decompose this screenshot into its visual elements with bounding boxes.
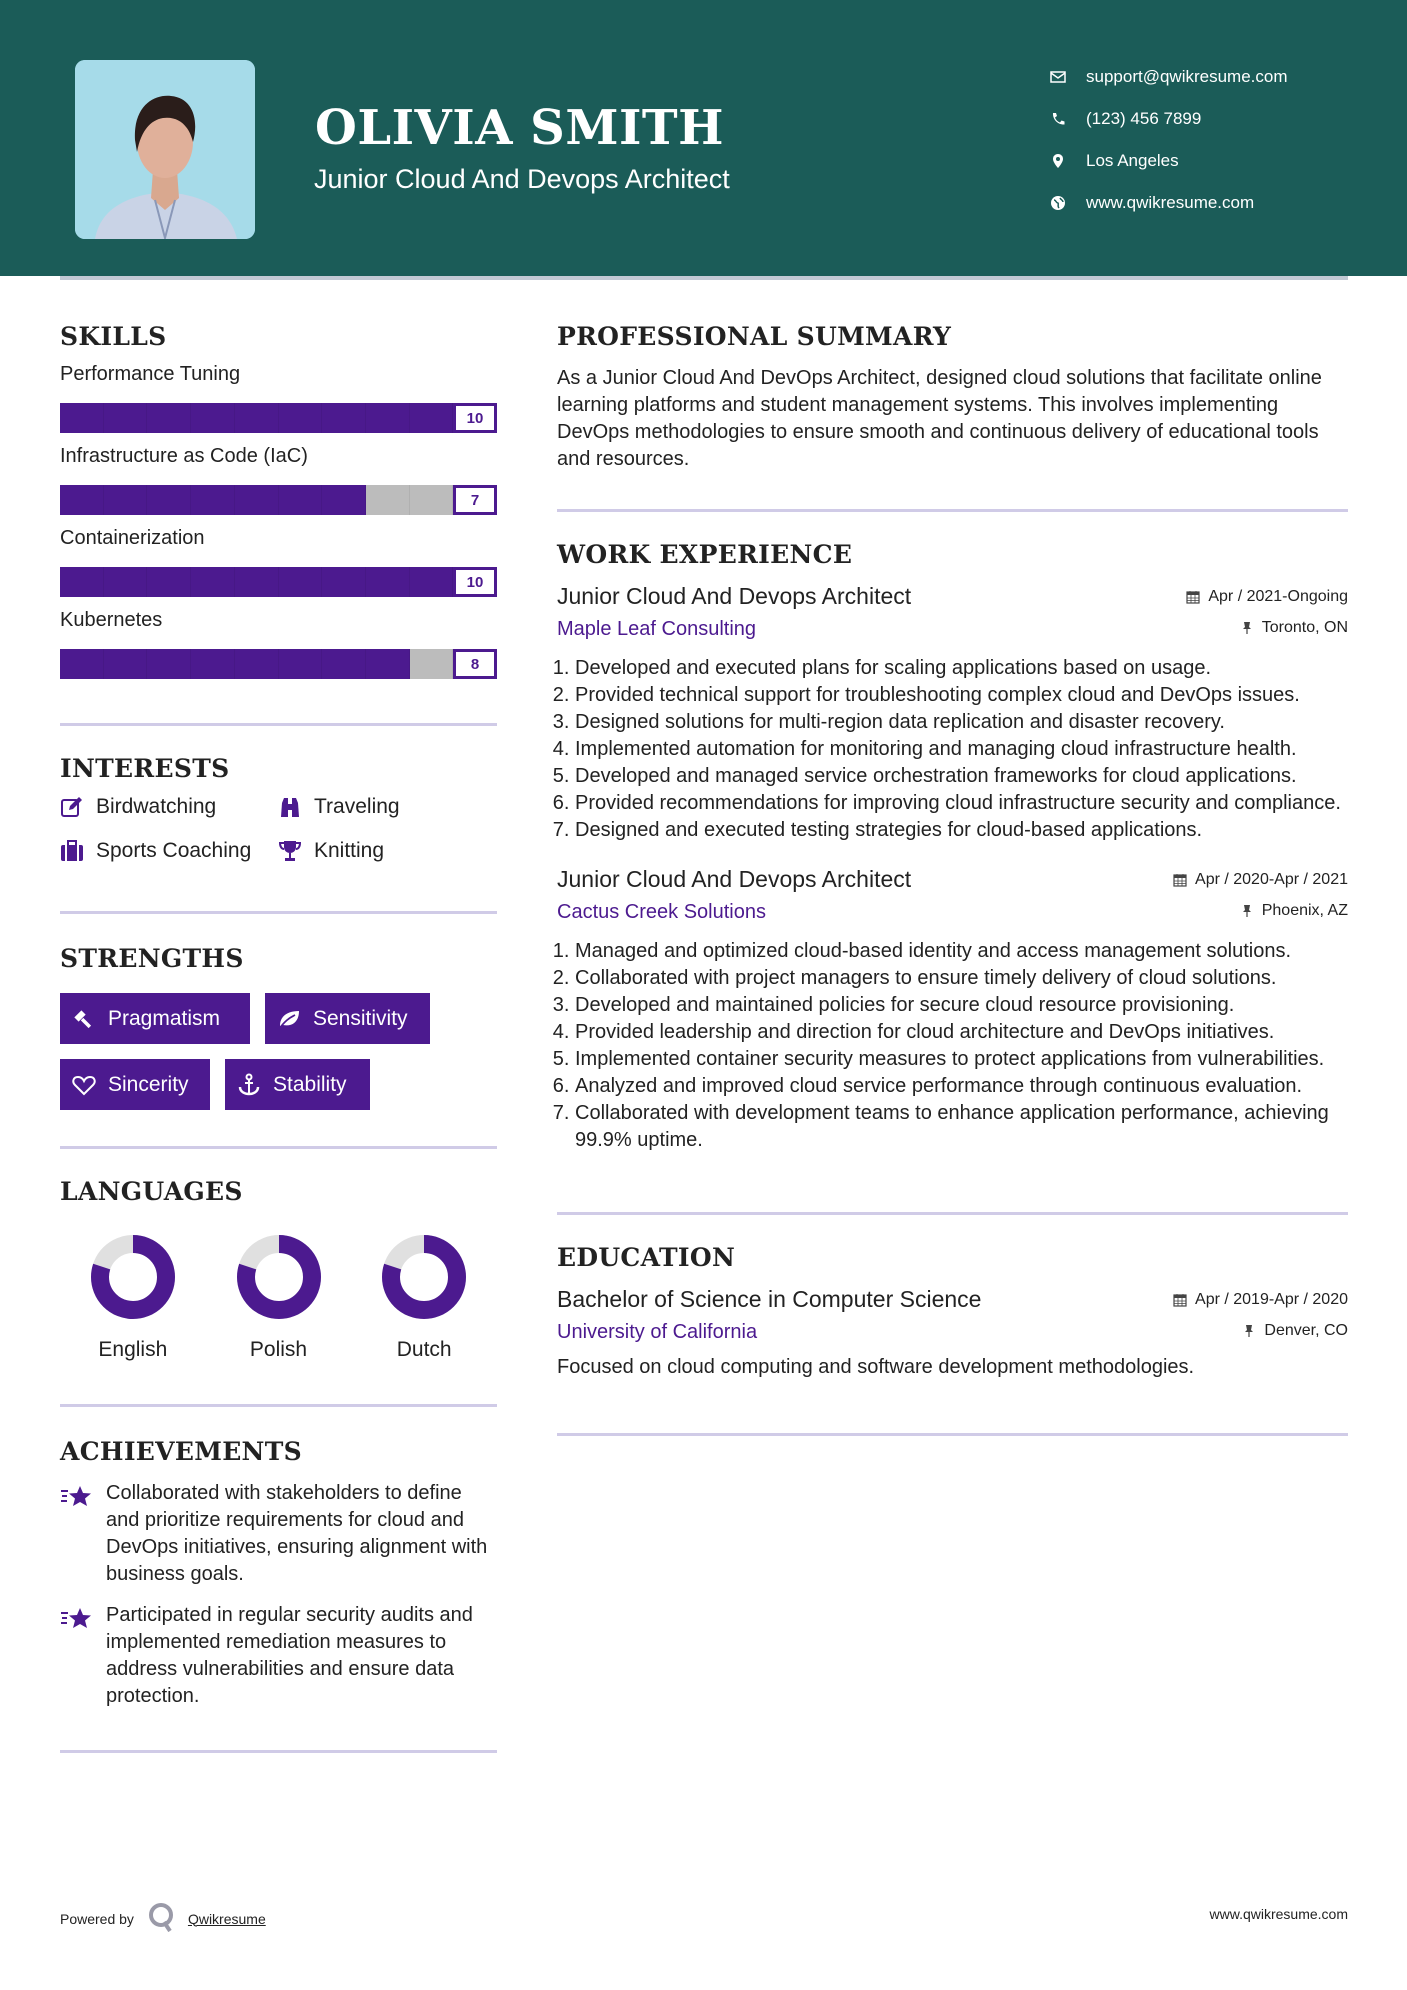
left-column — [60, 322, 497, 1753]
map-marker-icon — [1050, 153, 1086, 169]
skill-bar — [60, 485, 497, 515]
language-item: Polish — [206, 1234, 352, 1362]
phone-icon — [1050, 111, 1086, 127]
heart-icon — [72, 1073, 96, 1097]
language-item: English — [60, 1234, 206, 1362]
profile-photo — [75, 60, 255, 239]
section-divider — [557, 1212, 1348, 1215]
achievement-item: Participated in regular security audits and implemented remediation measures to address vulnerabilities and ensure data protection. — [60, 1602, 497, 1710]
star-icon — [60, 1602, 106, 1710]
contact-website[interactable] — [1050, 182, 1288, 224]
binoculars-icon — [278, 795, 314, 819]
strength-tag: Pragmatism — [60, 993, 250, 1044]
globe-icon — [1050, 195, 1086, 211]
skill-item — [60, 363, 497, 433]
language-donut-chart — [236, 1234, 322, 1320]
degree-title: Bachelor of Science in Computer Science — [557, 1286, 982, 1312]
section-divider — [557, 509, 1348, 512]
skills-heading: SKILLS — [60, 322, 167, 351]
job-duties: 1. Developed and executed plans for scaling applications based on usage. 2. Provided technical support for troubleshooting complex cloud and DevOps issues. 3. Designed solutions for multi-region data replication and disaster recovery. 4. Implemented automation for monitoring and managing cloud infrastructure health. 5. Developed and managed service orchestration frameworks for cloud applications. 6. Provided recommendations for improving cloud infrastructure security and compliance. 7. Designed and executed testing strategies for cloud-based applications. — [557, 655, 1348, 844]
section-divider — [60, 723, 497, 726]
pushpin-icon — [1240, 621, 1254, 635]
edit-icon — [60, 795, 96, 819]
pushpin-icon — [1242, 1324, 1256, 1338]
section-divider — [60, 1404, 497, 1407]
skill-bar — [60, 649, 497, 679]
strengths-heading: STRENGTHS — [60, 944, 244, 973]
resume-header — [0, 0, 1407, 276]
skill-name: Performance Tuning — [60, 363, 241, 385]
skill-bar — [60, 567, 497, 597]
job-dates: Apr / 2020-Apr / 2021 — [1173, 871, 1348, 889]
right-column — [557, 322, 1348, 1436]
contact-phone[interactable] — [1050, 98, 1288, 140]
education-heading: EDUCATION — [557, 1243, 736, 1272]
experience-section — [557, 540, 1348, 1154]
candidate-title: Junior Cloud And Devops Architect — [314, 164, 730, 194]
job-duties: 1. Managed and optimized cloud-based identity and access management solutions. 2. Collaborated with project managers to ensure timely delivery of cloud solutions. 3. Developed and maintained policies for secure cloud resource provisioning. 4. Provided leadership and direction for cloud architecture and DevOps initiatives. 5. Implemented container security measures to protect applications from vulnerabilities. 6. Analyzed and improved cloud service performance through continuous evaluation. 7. Collaborated with development teams to enhance application performance, achieving 99.9% uptime. — [557, 938, 1348, 1154]
briefcase-icon — [60, 839, 96, 863]
contact-location — [1050, 140, 1288, 182]
strength-tag: Sincerity — [60, 1059, 210, 1110]
calendar-icon — [1173, 873, 1187, 887]
skill-rating: 8 — [453, 649, 497, 679]
skill-name: Kubernetes — [60, 609, 163, 631]
contact-phone-text: (123) 456 7899 — [1086, 109, 1202, 128]
candidate-name: OLIVIA SMITH — [315, 100, 724, 156]
skill-rating: 10 — [453, 567, 497, 597]
education-dates: Apr / 2019-Apr / 2020 — [1173, 1291, 1348, 1309]
section-divider — [557, 1433, 1348, 1436]
education-section — [557, 1243, 1348, 1381]
summary-text: As a Junior Cloud And DevOps Architect, designed cloud solutions that facilitate online learning platforms and student management systems. This involves implementing DevOps methodologies to ensure smooth and continuous delivery of educational tools and resources. — [557, 367, 1322, 470]
interests-section — [60, 754, 497, 863]
calendar-icon — [1173, 1293, 1187, 1307]
footer-website-link[interactable]: www.qwikresume.com — [1209, 1906, 1348, 1922]
education-description: Focused on cloud computing and software development methodologies. — [557, 1356, 1195, 1378]
pushpin-icon — [1240, 904, 1254, 918]
star-icon — [60, 1480, 106, 1588]
contact-list — [1050, 56, 1288, 224]
job-dates: Apr / 2021-Ongoing — [1186, 588, 1348, 606]
company-name: Cactus Creek Solutions — [557, 901, 766, 923]
achievements-heading: ACHIEVEMENTS — [60, 1437, 302, 1466]
languages-section — [60, 1177, 497, 1362]
job-title: Junior Cloud And Devops Architect — [557, 866, 912, 892]
interests-heading: INTERESTS — [60, 754, 230, 783]
contact-email-text: support@qwikresume.com — [1086, 67, 1288, 86]
education-location: Denver, CO — [1242, 1322, 1348, 1340]
header-divider — [60, 276, 1348, 280]
contact-location-text: Los Angeles — [1086, 151, 1179, 170]
achievements-section — [60, 1437, 497, 1710]
language-item: Dutch — [351, 1234, 497, 1362]
job-title: Junior Cloud And Devops Architect — [557, 583, 912, 609]
company-name: Maple Leaf Consulting — [557, 618, 757, 640]
strength-tag: Stability — [225, 1059, 370, 1110]
skill-rating: 7 — [453, 485, 497, 515]
leaf-icon — [277, 1007, 301, 1031]
section-divider — [60, 1146, 497, 1149]
skill-item — [60, 527, 497, 597]
footer-powered-by: Powered by Qwikresume — [60, 1902, 266, 1935]
interest-item: Knitting — [278, 839, 478, 863]
skill-item — [60, 445, 497, 515]
qwikresume-link[interactable]: Qwikresume — [187, 1910, 266, 1927]
skill-bar — [60, 403, 497, 433]
job-entry — [557, 583, 1348, 844]
skills-section — [60, 322, 497, 679]
gavel-icon — [72, 1007, 96, 1031]
skill-name: Infrastructure as Code (IaC) — [60, 445, 308, 467]
section-divider — [60, 1750, 497, 1753]
language-donut-chart — [381, 1234, 467, 1320]
experience-heading: WORK EXPERIENCE — [557, 540, 853, 569]
job-entry — [557, 866, 1348, 1154]
contact-website-text: www.qwikresume.com — [1086, 193, 1255, 212]
contact-email[interactable] — [1050, 56, 1288, 98]
languages-heading: LANGUAGES — [60, 1177, 243, 1206]
interest-item: Birdwatching — [60, 795, 278, 819]
school-name: University of California — [557, 1321, 758, 1343]
summary-heading: PROFESSIONAL SUMMARY — [557, 322, 952, 351]
calendar-icon — [1186, 590, 1200, 604]
envelope-icon — [1050, 69, 1086, 85]
qwikresume-logo-icon — [148, 1902, 176, 1935]
skill-item — [60, 609, 497, 679]
strength-tag: Sensitivity — [265, 993, 430, 1044]
job-location: Toronto, ON — [1240, 619, 1348, 637]
achievement-item: Collaborated with stakeholders to define and prioritize requirements for cloud and DevOps initiatives, ensuring alignment with business goals. — [60, 1480, 497, 1588]
skill-rating: 10 — [453, 403, 497, 433]
summary-section — [557, 322, 1348, 473]
skill-name: Containerization — [60, 527, 205, 549]
trophy-icon — [278, 839, 314, 863]
interest-item: Sports Coaching — [60, 839, 278, 863]
anchor-icon — [237, 1073, 261, 1097]
job-location: Phoenix, AZ — [1240, 902, 1348, 920]
strengths-section — [60, 944, 497, 1110]
section-divider — [60, 911, 497, 914]
language-donut-chart — [90, 1234, 176, 1320]
interest-item: Traveling — [278, 795, 478, 819]
